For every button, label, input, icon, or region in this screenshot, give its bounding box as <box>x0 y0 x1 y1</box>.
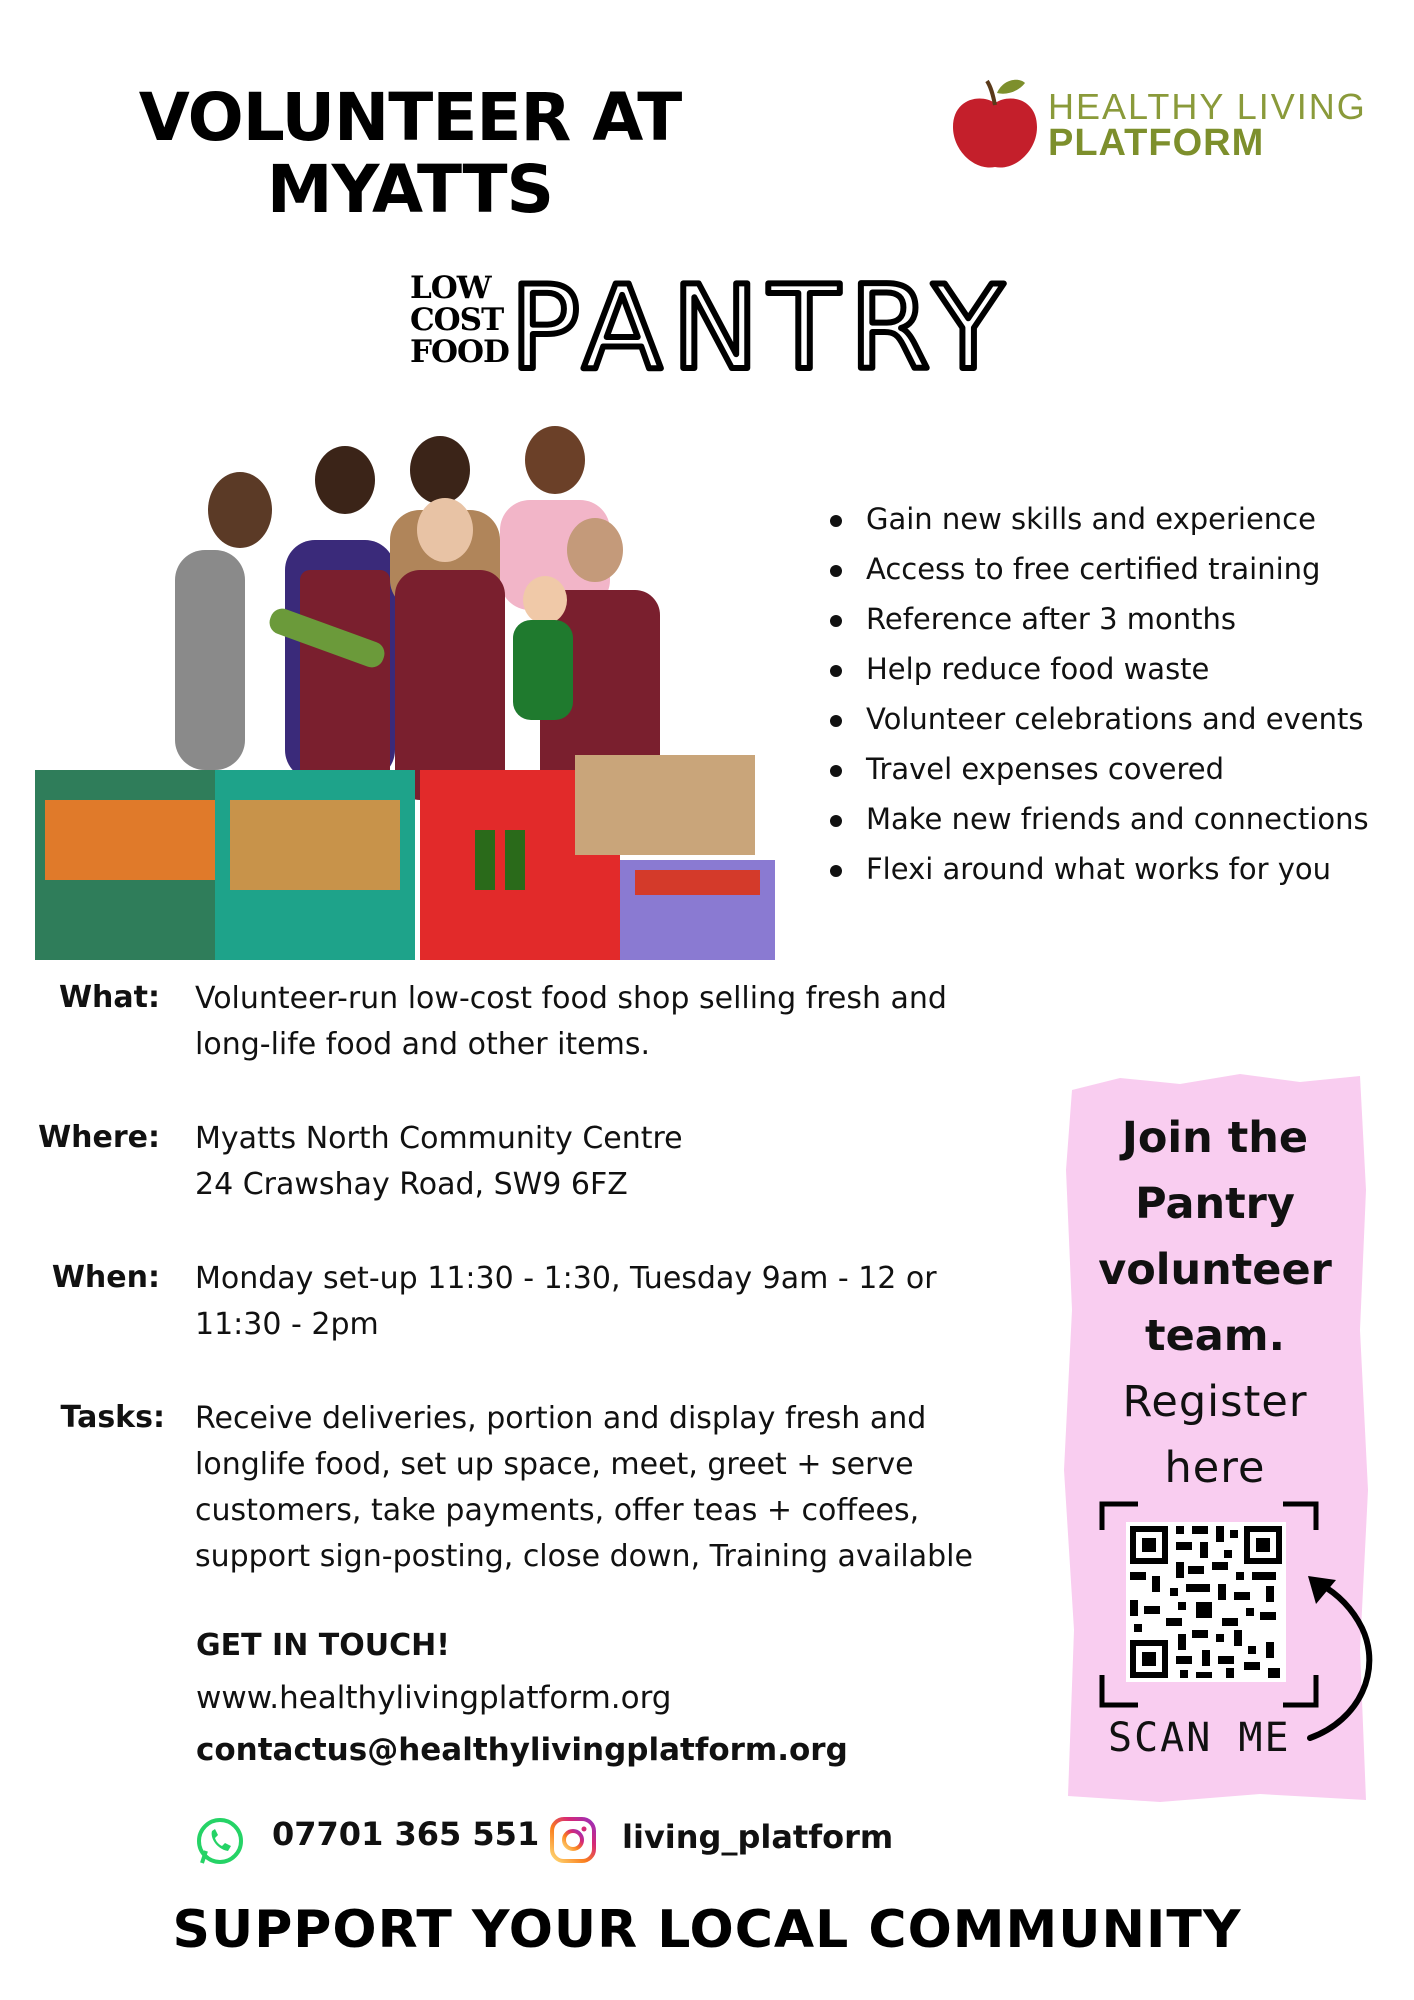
cta-line-1: Join the <box>1121 1113 1309 1163</box>
title-line-1: VOLUNTEER AT <box>138 79 682 156</box>
phone-number[interactable]: 07701 365 551 <box>272 1815 540 1853</box>
instagram-handle[interactable]: living_platform <box>622 1818 894 1856</box>
what-label: What: <box>58 980 160 1015</box>
logo-text-platform: PLATFORM <box>1048 122 1265 164</box>
footer-slogan: SUPPORT YOUR LOCAL COMMUNITY <box>172 1900 1242 1960</box>
cta-line-5: Register <box>1122 1377 1308 1427</box>
title-line-2: MYATTS <box>266 151 554 228</box>
apple-logo-icon <box>945 75 1045 175</box>
low-cost-food-label <box>410 272 509 368</box>
tasks-label: Tasks: <box>60 1400 165 1435</box>
volunteers-photo <box>35 400 790 960</box>
pantry-word: PANTRY <box>510 270 1014 380</box>
cta-line-6: here <box>1164 1443 1266 1493</box>
what-value: Volunteer-run low-cost food shop selling fresh and long-life food and other items. <box>195 981 947 1062</box>
tasks-value: Receive deliveries, portion and display fresh and longlife food, set up space, meet, greet + serve customers, take payments, offer teas + coffees, support sign-posting, close down, Training available <box>195 1401 973 1574</box>
pantry-wordmark <box>510 270 1050 380</box>
benefit-item: Make new friends and connections <box>830 800 1390 850</box>
cta-line-3: volunteer <box>1098 1245 1332 1295</box>
tasks-label-text: Tasks <box>60 1400 153 1435</box>
cta-line-4: team. <box>1145 1311 1285 1361</box>
when-label-text: When <box>51 1260 148 1295</box>
scan-me-label: SCAN ME <box>1108 1715 1291 1761</box>
where-label: Where: <box>38 1120 160 1155</box>
instagram-icon[interactable] <box>548 1815 598 1865</box>
website-link[interactable]: www.healthylivingplatform.org <box>196 1680 672 1716</box>
where-line-2: 24 Crawshay Road, SW9 6FZ <box>195 1167 628 1202</box>
email-link[interactable]: contactus@healthylivingplatform.org <box>196 1732 848 1768</box>
page-title <box>110 79 710 228</box>
benefit-item: Access to free certified training <box>830 550 1390 600</box>
where-label-text: Where <box>38 1120 148 1155</box>
logo-text-healthy-living: HEALTHY LIVING <box>1048 86 1367 127</box>
lcf-line-2: COST <box>410 302 504 338</box>
benefit-item: Volunteer celebrations and events <box>830 700 1390 750</box>
benefit-item: Gain new skills and experience <box>830 500 1390 550</box>
what-label-text: What <box>58 980 148 1015</box>
volunteer-group <box>175 426 660 800</box>
lcf-line-3: FOOD <box>410 334 509 370</box>
when-label: When: <box>51 1260 160 1295</box>
get-in-touch-heading: GET IN TOUCH! <box>196 1628 450 1663</box>
cta-line-2: Pantry <box>1135 1179 1295 1229</box>
where-value <box>195 1116 1035 1208</box>
where-line-1: Myatts North Community Centre <box>195 1121 683 1156</box>
benefits-list <box>830 500 1390 900</box>
cta-text <box>1070 1105 1360 1501</box>
benefit-item: Flexi around what works for you <box>830 850 1390 900</box>
benefit-item: Travel expenses covered <box>830 750 1390 800</box>
lcf-line-1: LOW <box>410 270 491 306</box>
whatsapp-icon[interactable] <box>194 1815 246 1867</box>
when-value: Monday set-up 11:30 - 1:30, Tuesday 9am - 12 or 11:30 - 2pm <box>195 1261 937 1342</box>
curved-arrow-icon <box>1290 1570 1385 1750</box>
benefit-item: Help reduce food waste <box>830 650 1390 700</box>
benefit-item: Reference after 3 months <box>830 600 1390 650</box>
produce-crates <box>35 755 775 960</box>
